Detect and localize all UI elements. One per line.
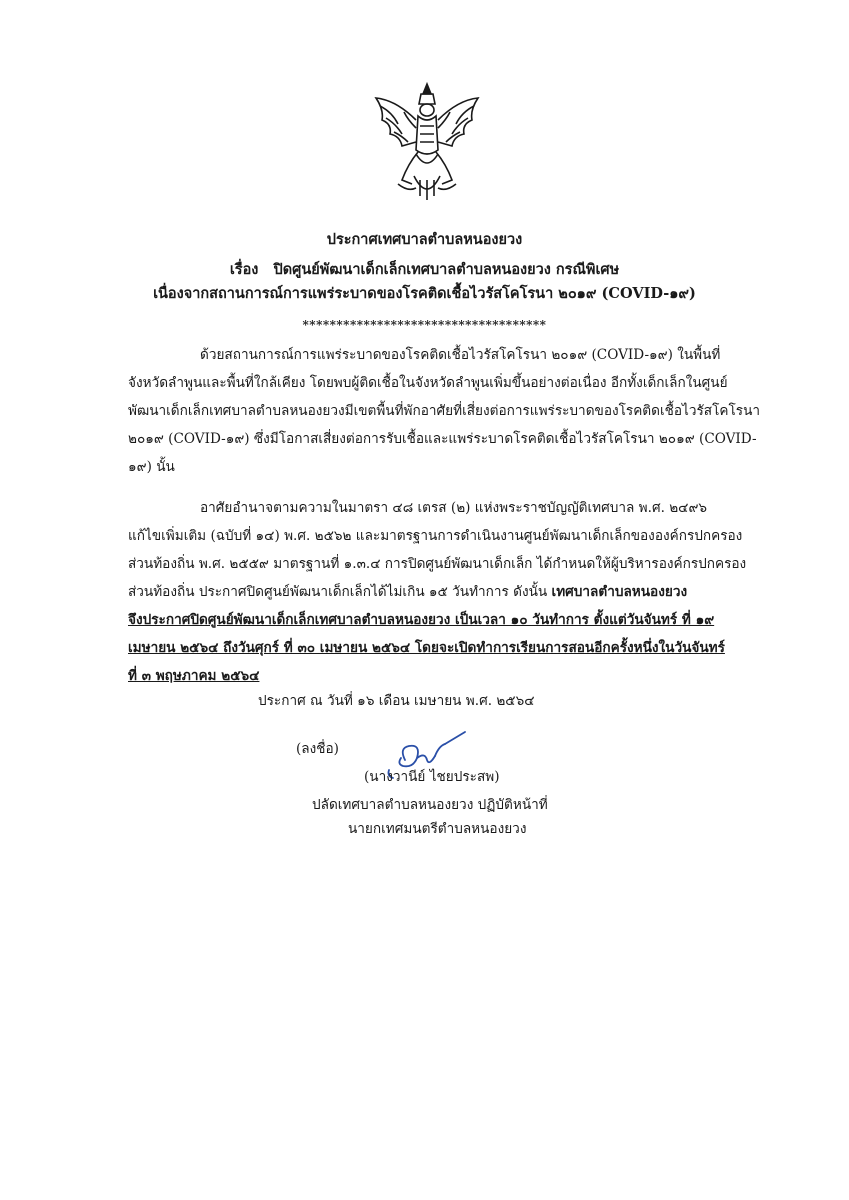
- garuda-emblem-icon: [368, 80, 486, 206]
- announce-date: ประกาศ ณ วันที่ ๑๖ เดือน เมษายน พ.ศ. ๒๕๖๔: [258, 693, 535, 709]
- paragraph2-line: แก้ไขเพิ่มเติม (ฉบับที่ ๑๔) พ.ศ. ๒๕๖๒ และมาตรฐานการดำเนินงานศูนย์พัฒนาเด็กเล็กขององค์กรปกครอง: [128, 528, 743, 544]
- divider: ************************************: [302, 318, 547, 332]
- signer-name: (นางวานีย์ ไชยประสพ): [364, 769, 500, 785]
- paragraph2-line: [128, 580, 764, 604]
- subject-text: ปิดศูนย์พัฒนาเด็กเล็กเทศบาลตำบลหนองยวง กรณีพิเศษ: [273, 261, 620, 278]
- paragraph1-line: จังหวัดลำพูนและพื้นที่ใกล้เคียง โดยพบผู้ติดเชื้อในจังหวัดลำพูนเพิ่มขึ้นอย่างต่อเนื่อง อีกทั้งเด็กเล็กในศูนย์: [128, 375, 728, 391]
- paragraph1-line: ด้วยสถานการณ์การแพร่ระบาดของโรคติดเชื้อไวรัสโคโรนา ๒๐๑๙ (COVID-๑๙) ในพื้นที่: [200, 347, 721, 363]
- paragraph2-line: ส่วนท้องถิ่น พ.ศ. ๒๕๕๙ มาตรฐานที่ ๑.๓.๔ การปิดศูนย์พัฒนาเด็กเล็ก ได้กำหนดให้ผู้บริหารองค์กรปกครอง: [128, 556, 747, 572]
- paragraph2-line4-bold: เทศบาลตำบลหนองยวง: [551, 584, 688, 600]
- subject-line-2: เนื่องจากสถานการณ์การแพร่ระบาดของโรคติดเชื้อไวรัสโคโรนา ๒๐๑๙ (COVID-๑๙): [153, 285, 696, 302]
- sign-label: (ลงชื่อ): [296, 741, 339, 757]
- signer-position-2: นายกเทศมนตรีตำบลหนองยวง: [348, 821, 527, 837]
- paragraph1-line: ๒๐๑๙ (COVID-๑๙) ซึ่งมีโอกาสเสี่ยงต่อการรับเชื้อและแพร่ระบาดโรคติดเชื้อไวรัสโคโรนา ๒๐๑๙ (COVID-: [128, 431, 757, 447]
- signer-position-1: ปลัดเทศบาลตำบลหนองยวง ปฏิบัติหน้าที่: [312, 797, 548, 813]
- announcement-title: ประกาศเทศบาลตำบลหนองยวง: [326, 231, 523, 248]
- paragraph2-line: อาศัยอำนาจตามความในมาตรา ๔๘ เตรส (๒) แห่งพระราชบัญญัติเทศบาล พ.ศ. ๒๔๙๖: [200, 500, 708, 516]
- subject-label: เรื่อง: [229, 261, 259, 278]
- subject-line: [0, 260, 849, 280]
- paragraph1-line: พัฒนาเด็กเล็กเทศบาลตำบลหนองยวงมีเขตพื้นที่พักอาศัยที่เสี่ยงต่อการแพร่ระบาดของโรคติดเชื้อไวรัสโคโรนา: [128, 403, 760, 419]
- paragraph2-bold-line: จึงประกาศปิดศูนย์พัฒนาเด็กเล็กเทศบาลตำบลหนองยวง เป็นเวลา ๑๐ วันทำการ ตั้งแต่วันจันทร์ ที่ ๑๙: [128, 612, 715, 628]
- paragraph2-bold-line: เมษายน ๒๕๖๔ ถึงวันศุกร์ ที่ ๓๐ เมษายน ๒๕๖๔ โดยจะเปิดทำการเรียนการสอนอีกครั้งหนึ่งในวันจันทร์: [128, 640, 725, 656]
- paragraph2-line4-plain: ส่วนท้องถิ่น ประกาศปิดศูนย์พัฒนาเด็กเล็กได้ไม่เกิน ๑๕ วันทำการ ดังนั้น: [128, 584, 552, 600]
- paragraph1-line: ๑๙) นั้น: [128, 459, 175, 475]
- paragraph2-bold-line: ที่ ๓ พฤษภาคม ๒๕๖๔: [128, 668, 260, 684]
